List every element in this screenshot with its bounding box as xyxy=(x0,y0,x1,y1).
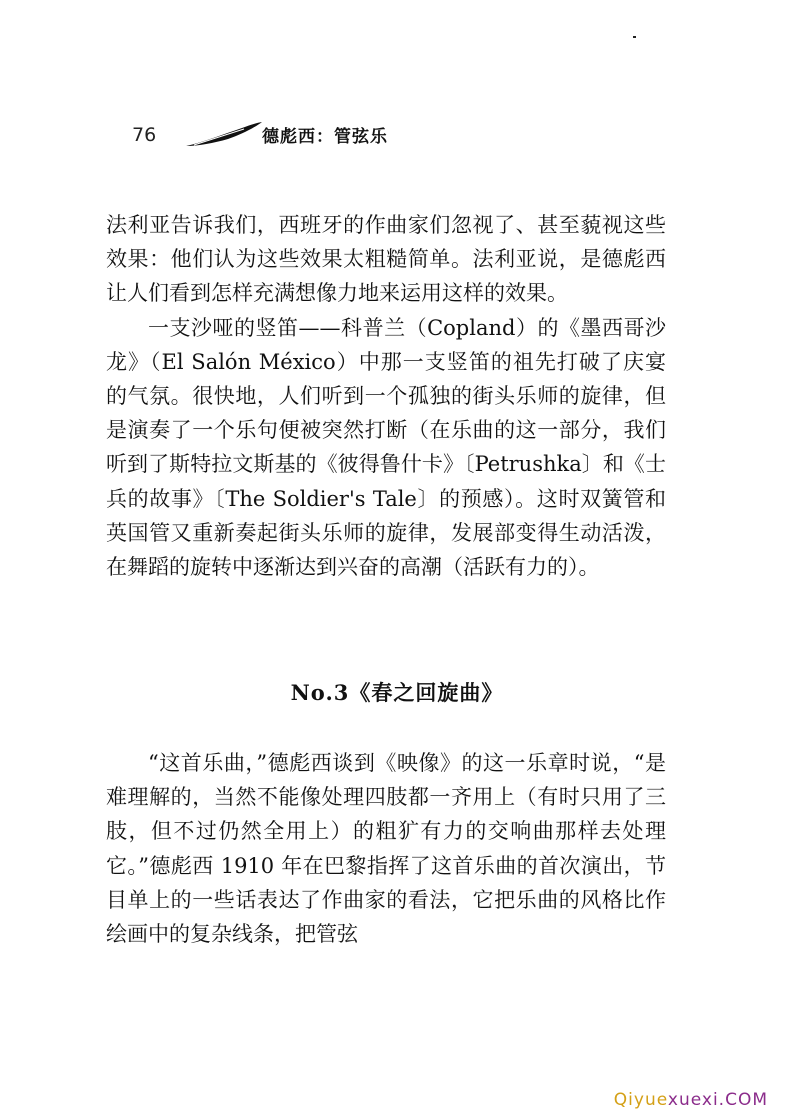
watermark xyxy=(614,1090,768,1110)
quill-pen-icon xyxy=(184,120,264,150)
page-header xyxy=(132,120,532,154)
paragraph: 法利亚告诉我们，西班牙的作曲家们忽视了、甚至藐视这些效果：他们认为这些效果太粗糙简单。法利亚说，是德彪西让人们看到怎样充满想像力地来运用这样的效果。 xyxy=(106,213,666,306)
body-text-section-1 xyxy=(106,208,666,584)
body-text-section-2 xyxy=(106,746,666,951)
watermark-part-2: xuexi.COM xyxy=(667,1090,768,1110)
section-heading: No.3《春之回旋曲》 xyxy=(290,680,504,705)
running-title: 德彪西：管弦乐 xyxy=(262,127,388,147)
watermark-part-1: Qiyue xyxy=(613,1090,668,1110)
paragraph: “这首乐曲，”德彪西谈到《映像》的这一乐章时说，“是难理解的，当然不能像处理四肢都一齐用上（有时只用了三肢，但不过仍然全用上）的粗犷有力的交响曲那样去处理它。”德彪西 1910 年在巴黎指挥了这首乐曲的首次演出，节目单上的一些话表达了作曲家的看法，它把乐曲的风格比作绘画中的复杂线条，把管弦 xyxy=(106,751,666,947)
scan-speck xyxy=(633,36,636,38)
paragraph: 一支沙哑的竖笛——科普兰（Copland）的《墨西哥沙龙》（El Salón México）中那一支竖笛的祖先打破了庆宴的气氛。很快地，人们听到一个孤独的街头乐师的旋律，但是演奏了一个乐句便被突然打断（在乐曲的这一部分，我们听到了斯特拉文斯基的《彼得鲁什卡》〔Petrushka〕和《士兵的故事》〔The Soldier's Tale〕的预感）。这时双簧管和英国管又重新奏起街头乐师的旋律，发展部变得生动活泼，在舞蹈的旋转中逐渐达到兴奋的高潮（活跃有力的）。 xyxy=(106,315,666,580)
page-number: 76 xyxy=(132,124,157,146)
